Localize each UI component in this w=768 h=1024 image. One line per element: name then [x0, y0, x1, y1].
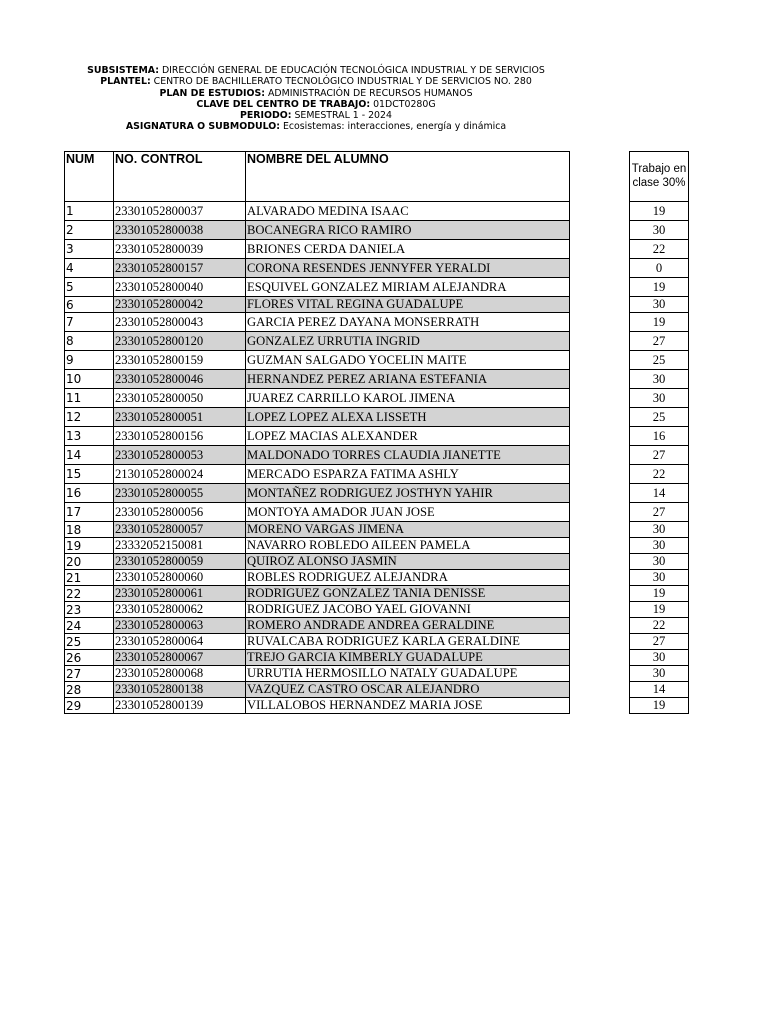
- header-label: ASIGNATURA O SUBMODULO:: [125, 121, 280, 133]
- row-num: 21: [65, 570, 114, 586]
- row-student-name: MONTOYA AMADOR JUAN JOSE: [246, 503, 570, 522]
- row-student-name: TREJO GARCIA KIMBERLY GUADALUPE: [246, 650, 570, 666]
- header-value: CENTRO DE BACHILLERATO TECNOLÓGICO INDUSTRIAL Y DE SERVICIOS NO. 280: [153, 76, 532, 88]
- grade-row: [630, 682, 689, 698]
- table-row: [65, 586, 570, 602]
- row-num: 8: [65, 332, 114, 351]
- row-student-name: FLORES VITAL REGINA GUADALUPE: [246, 297, 570, 313]
- row-grade: 14: [630, 484, 689, 503]
- grade-row: [630, 259, 689, 278]
- row-student-name: GARCIA PEREZ DAYANA MONSERRATH: [246, 313, 570, 332]
- row-grade: 30: [630, 221, 689, 240]
- table-row: [65, 698, 570, 714]
- row-grade: 30: [630, 522, 689, 538]
- row-control-number: 23301052800043: [114, 313, 246, 332]
- header-value: SEMESTRAL 1 - 2024: [294, 110, 392, 122]
- row-control-number: 23301052800057: [114, 522, 246, 538]
- row-grade: 22: [630, 240, 689, 259]
- header-label: PLANTEL:: [100, 76, 151, 88]
- row-num: 19: [65, 538, 114, 554]
- row-student-name: JUAREZ CARRILLO KAROL JIMENA: [246, 389, 570, 408]
- table-row: [65, 650, 570, 666]
- table-row: [65, 297, 570, 313]
- row-control-number: 23301052800060: [114, 570, 246, 586]
- row-student-name: BOCANEGRA RICO RAMIRO: [246, 221, 570, 240]
- grade-row: [630, 602, 689, 618]
- row-student-name: MALDONADO TORRES CLAUDIA JIANETTE: [246, 446, 570, 465]
- row-control-number: 23301052800067: [114, 650, 246, 666]
- grade-row: [630, 240, 689, 259]
- row-grade: 30: [630, 666, 689, 682]
- row-num: 20: [65, 554, 114, 570]
- table-row: [65, 538, 570, 554]
- grade-row: [630, 313, 689, 332]
- header-value: 01DCT0280G: [373, 98, 436, 110]
- row-grade: 19: [630, 698, 689, 714]
- row-control-number: 23301052800055: [114, 484, 246, 503]
- row-control-number: 23301052800050: [114, 389, 246, 408]
- header-value: DIRECCIÓN GENERAL DE EDUCACIÓN TECNOLÓGICA INDUSTRIAL Y DE SERVICIOS: [161, 65, 545, 76]
- row-num: 6: [65, 297, 114, 313]
- row-student-name: CORONA RESENDES JENNYFER YERALDI: [246, 259, 570, 278]
- row-num: 2: [65, 221, 114, 240]
- table-row: [65, 634, 570, 650]
- row-control-number: 23301052800061: [114, 586, 246, 602]
- table-row: [65, 522, 570, 538]
- grade-row: [630, 698, 689, 714]
- row-grade: 27: [630, 634, 689, 650]
- table-row: [65, 503, 570, 522]
- row-control-number: 23301052800037: [114, 202, 246, 221]
- row-student-name: RODRIGUEZ GONZALEZ TANIA DENISSE: [246, 586, 570, 602]
- row-num: 25: [65, 634, 114, 650]
- row-num: 23: [65, 602, 114, 618]
- table-row: [65, 602, 570, 618]
- row-grade: 19: [630, 586, 689, 602]
- row-control-number: 23301052800042: [114, 297, 246, 313]
- header-label: PLAN DE ESTUDIOS:: [159, 87, 266, 99]
- table-row: [65, 618, 570, 634]
- grade-row: [630, 586, 689, 602]
- table-row: [65, 370, 570, 389]
- row-student-name: BRIONES CERDA DANIELA: [246, 240, 570, 259]
- row-grade: 30: [630, 570, 689, 586]
- row-control-number: 23301052800046: [114, 370, 246, 389]
- grade-row: [630, 332, 689, 351]
- table-row: [65, 389, 570, 408]
- header-line-clave: [0, 99, 632, 110]
- row-grade: 30: [630, 297, 689, 313]
- table-row: [65, 570, 570, 586]
- student-table: [64, 151, 570, 714]
- row-control-number: 23301052800157: [114, 259, 246, 278]
- row-num: 14: [65, 446, 114, 465]
- row-student-name: VILLALOBOS HERNANDEZ MARIA JOSE: [246, 698, 570, 714]
- row-control-number: 23301052800063: [114, 618, 246, 634]
- table-row: [65, 240, 570, 259]
- row-control-number: 23301052800138: [114, 682, 246, 698]
- grade-row: [630, 634, 689, 650]
- row-grade: 30: [630, 389, 689, 408]
- row-student-name: ESQUIVEL GONZALEZ MIRIAM ALEJANDRA: [246, 278, 570, 297]
- table-row: [65, 554, 570, 570]
- column-header-grade: Trabajo en clase 30%: [630, 152, 689, 202]
- row-num: 1: [65, 202, 114, 221]
- row-control-number: 23301052800120: [114, 332, 246, 351]
- grade-row: [630, 465, 689, 484]
- header-label: SUBSISTEMA:: [87, 65, 159, 76]
- header-value: Ecosistemas: interacciones, energía y dinámica: [282, 121, 507, 133]
- row-grade: 16: [630, 427, 689, 446]
- row-grade: 22: [630, 465, 689, 484]
- row-control-number: 23301052800068: [114, 666, 246, 682]
- grade-row: [630, 408, 689, 427]
- header-line-asignatura: [0, 121, 632, 132]
- row-grade: 19: [630, 202, 689, 221]
- table-row: [65, 465, 570, 484]
- header-label: CLAVE DEL CENTRO DE TRABAJO:: [196, 98, 371, 110]
- row-num: 18: [65, 522, 114, 538]
- row-grade: 30: [630, 538, 689, 554]
- row-control-number: 23301052800038: [114, 221, 246, 240]
- header-value: ADMINISTRACIÓN DE RECURSOS HUMANOS: [268, 87, 473, 99]
- table-row: [65, 313, 570, 332]
- column-header-num: NUM: [65, 152, 114, 202]
- grade-row: [630, 484, 689, 503]
- row-grade: 19: [630, 278, 689, 297]
- row-num: 26: [65, 650, 114, 666]
- row-grade: 27: [630, 503, 689, 522]
- row-num: 12: [65, 408, 114, 427]
- table-row: [65, 408, 570, 427]
- row-num: 3: [65, 240, 114, 259]
- row-student-name: MERCADO ESPARZA FATIMA ASHLY: [246, 465, 570, 484]
- row-num: 10: [65, 370, 114, 389]
- row-control-number: 23301052800056: [114, 503, 246, 522]
- row-student-name: ROBLES RODRIGUEZ ALEJANDRA: [246, 570, 570, 586]
- grade-row: [630, 370, 689, 389]
- row-student-name: URRUTIA HERMOSILLO NATALY GUADALUPE: [246, 666, 570, 682]
- row-control-number: 23332052150081: [114, 538, 246, 554]
- grade-row: [630, 666, 689, 682]
- document-header: [0, 65, 632, 133]
- header-line-plan: [0, 88, 632, 99]
- grade-row: [630, 446, 689, 465]
- row-grade: 27: [630, 332, 689, 351]
- row-num: 16: [65, 484, 114, 503]
- row-grade: 22: [630, 618, 689, 634]
- row-num: 9: [65, 351, 114, 370]
- grade-table-header: [630, 152, 689, 202]
- table-row: [65, 259, 570, 278]
- row-grade: 30: [630, 370, 689, 389]
- grade-row: [630, 554, 689, 570]
- row-grade: 19: [630, 313, 689, 332]
- row-control-number: 23301052800040: [114, 278, 246, 297]
- row-student-name: RUVALCABA RODRIGUEZ KARLA GERALDINE: [246, 634, 570, 650]
- row-num: 13: [65, 427, 114, 446]
- table-row: [65, 427, 570, 446]
- row-control-number: 23301052800159: [114, 351, 246, 370]
- row-num: 27: [65, 666, 114, 682]
- grade-row: [630, 221, 689, 240]
- row-student-name: RODRIGUEZ JACOBO YAEL GIOVANNI: [246, 602, 570, 618]
- row-grade: 27: [630, 446, 689, 465]
- header-line-subsistema: [0, 65, 632, 76]
- table-row: [65, 351, 570, 370]
- grade-row: [630, 351, 689, 370]
- grade-row: [630, 202, 689, 221]
- table-row: [65, 666, 570, 682]
- grade-row: [630, 650, 689, 666]
- row-control-number: 23301052800059: [114, 554, 246, 570]
- table-row: [65, 278, 570, 297]
- row-student-name: ALVARADO MEDINA ISAAC: [246, 202, 570, 221]
- table-row: [65, 446, 570, 465]
- row-num: 28: [65, 682, 114, 698]
- grade-row: [630, 618, 689, 634]
- row-num: 7: [65, 313, 114, 332]
- student-table-header: [65, 152, 570, 202]
- row-num: 15: [65, 465, 114, 484]
- row-num: 5: [65, 278, 114, 297]
- row-grade: 25: [630, 408, 689, 427]
- row-student-name: LOPEZ MACIAS ALEXANDER: [246, 427, 570, 446]
- row-grade: 19: [630, 602, 689, 618]
- table-row: [65, 332, 570, 351]
- row-control-number: 23301052800156: [114, 427, 246, 446]
- grade-row: [630, 297, 689, 313]
- row-num: 4: [65, 259, 114, 278]
- column-header-name: NOMBRE DEL ALUMNO: [246, 152, 570, 202]
- row-control-number: 23301052800051: [114, 408, 246, 427]
- row-student-name: LOPEZ LOPEZ ALEXA LISSETH: [246, 408, 570, 427]
- header-label: PERIODO:: [240, 110, 292, 122]
- row-student-name: GONZALEZ URRUTIA INGRID: [246, 332, 570, 351]
- row-control-number: 23301052800139: [114, 698, 246, 714]
- row-grade: 25: [630, 351, 689, 370]
- row-control-number: 23301052800053: [114, 446, 246, 465]
- row-num: 11: [65, 389, 114, 408]
- grade-row: [630, 522, 689, 538]
- row-student-name: NAVARRO ROBLEDO AILEEN PAMELA: [246, 538, 570, 554]
- column-header-control: NO. CONTROL: [114, 152, 246, 202]
- row-student-name: VAZQUEZ CASTRO OSCAR ALEJANDRO: [246, 682, 570, 698]
- table-row: [65, 484, 570, 503]
- row-grade: 30: [630, 650, 689, 666]
- row-num: 17: [65, 503, 114, 522]
- row-grade: 30: [630, 554, 689, 570]
- grade-row: [630, 278, 689, 297]
- row-student-name: QUIROZ ALONSO JASMIN: [246, 554, 570, 570]
- grade-table: [629, 151, 689, 714]
- grade-row: [630, 570, 689, 586]
- grade-row: [630, 538, 689, 554]
- row-control-number: 23301052800039: [114, 240, 246, 259]
- grade-row: [630, 427, 689, 446]
- row-student-name: MONTAÑEZ RODRIGUEZ JOSTHYN YAHIR: [246, 484, 570, 503]
- row-student-name: MORENO VARGAS JIMENA: [246, 522, 570, 538]
- row-control-number: 23301052800064: [114, 634, 246, 650]
- header-line-plantel: [0, 76, 632, 87]
- table-row: [65, 202, 570, 221]
- grade-row: [630, 389, 689, 408]
- row-control-number: 21301052800024: [114, 465, 246, 484]
- row-student-name: HERNANDEZ PEREZ ARIANA ESTEFANIA: [246, 370, 570, 389]
- row-student-name: GUZMAN SALGADO YOCELIN MAITE: [246, 351, 570, 370]
- table-row: [65, 221, 570, 240]
- row-control-number: 23301052800062: [114, 602, 246, 618]
- row-num: 24: [65, 618, 114, 634]
- row-num: 22: [65, 586, 114, 602]
- header-line-periodo: [0, 110, 632, 121]
- row-grade: 0: [630, 259, 689, 278]
- grade-row: [630, 503, 689, 522]
- table-row: [65, 682, 570, 698]
- row-student-name: ROMERO ANDRADE ANDREA GERALDINE: [246, 618, 570, 634]
- row-num: 29: [65, 698, 114, 714]
- row-grade: 14: [630, 682, 689, 698]
